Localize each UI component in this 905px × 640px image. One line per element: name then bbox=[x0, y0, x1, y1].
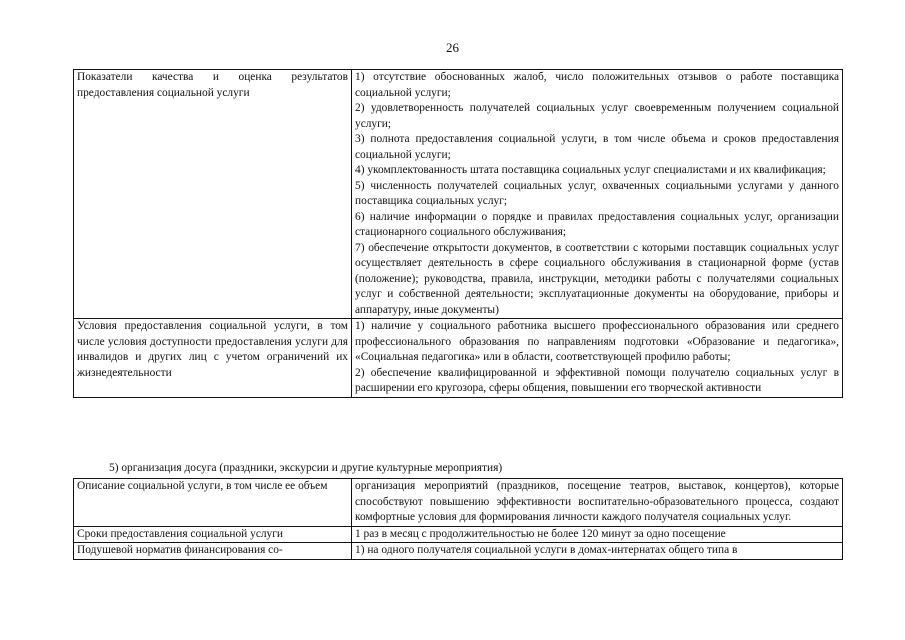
list-item: 2) обеспечение квалифицированной и эффективной помощи получателю социальных услуг в расширении его кругозора, сферы общения, повышении его творческой активности bbox=[355, 366, 839, 394]
table-row bbox=[74, 479, 843, 527]
row-label-cell bbox=[74, 479, 352, 527]
row-label-cell bbox=[74, 70, 352, 319]
list-item: 5) численность получателей социальных услуг, охваченных социальными услугами у данного поставщика социальных услуг; bbox=[355, 179, 839, 207]
list-item: 1) наличие у социального работника высшего профессионального образования или среднего профессионального образования по направлениям подготовки «Образование и педагогика», «Социальная педагогика» или в области, соответствующей профилю работы; bbox=[355, 320, 839, 363]
section-heading: 5) организация досуга (праздники, экскурсии и другие культурные мероприятия) bbox=[109, 462, 503, 474]
page-number: 26 bbox=[446, 40, 459, 55]
list-item: 1 раз в месяц с продолжительностью не более 120 минут за одно посещение bbox=[355, 527, 726, 540]
service-standard-table-top bbox=[73, 69, 843, 398]
table-row bbox=[74, 543, 843, 560]
list-item: 6) наличие информации о порядке и правилах предоставления социальных услуг, организации стационарного социального обслуживания; bbox=[355, 210, 839, 238]
list-item: организация мероприятий (праздников, посещение театров, выставок, концертов), которые способствуют повышению эффективности воспитательно-образовательного процесса, создают комфортные условия для формирования личности каждого получателя социальных услуг. bbox=[355, 480, 839, 523]
list-item: 3) полнота предоставления социальной услуги, в том числе объема и сроков предоставления социальной услуги; bbox=[355, 133, 839, 161]
list-item: 7) обеспечение открытости документов, в соответствии с которыми поставщик социальных услуг осуществляет деятельность в сфере социального обслуживания в стационарной форме (устав (положение); руководства, правила, инструкции, методики работы с получателями социальных услуг и собственной деятельности; эксплуатационные документы на оборудование, приборы и аппаратуру, иные документы) bbox=[355, 241, 839, 316]
service-standard-table-bottom bbox=[73, 478, 843, 560]
row-content-cell bbox=[352, 319, 843, 398]
table-row bbox=[74, 526, 843, 543]
row-content-cell bbox=[352, 479, 843, 527]
row-label-cell bbox=[74, 526, 352, 543]
row-label: Подушевой норматив финансирования со- bbox=[77, 544, 283, 556]
table-row bbox=[74, 70, 843, 319]
table-row bbox=[74, 319, 843, 398]
row-content-cell bbox=[352, 543, 843, 560]
row-label: Сроки предоставления социальной услуги bbox=[77, 527, 284, 540]
row-label: Условия предоставления социальной услуги, в том числе условия доступности предоставления услуги для инвалидов и других лиц с учетом ограничений их жизнедеятельности bbox=[77, 320, 348, 379]
list-item: 1) на одного получателя социальной услуги в домах-интернатах общего типа в bbox=[355, 544, 738, 556]
row-label-cell bbox=[74, 543, 352, 560]
list-item: 2) удовлетворенность получателей социальных услуг своевременным получением социальной услуги; bbox=[355, 102, 839, 130]
row-label: Показатели качества и оценка результатов предоставления социальной услуги bbox=[77, 71, 348, 99]
row-content-cell bbox=[352, 70, 843, 319]
list-item: 1) отсутствие обоснованных жалоб, число положительных отзывов о работе поставщика социальной услуги; bbox=[355, 71, 839, 99]
list-item: 4) укомплектованность штата поставщика социальных услуг специалистами и их квалификация; bbox=[355, 164, 826, 176]
row-content-cell bbox=[352, 526, 843, 543]
row-label-cell bbox=[74, 319, 352, 398]
row-label: Описание социальной услуги, в том числе ее объем bbox=[77, 480, 328, 492]
